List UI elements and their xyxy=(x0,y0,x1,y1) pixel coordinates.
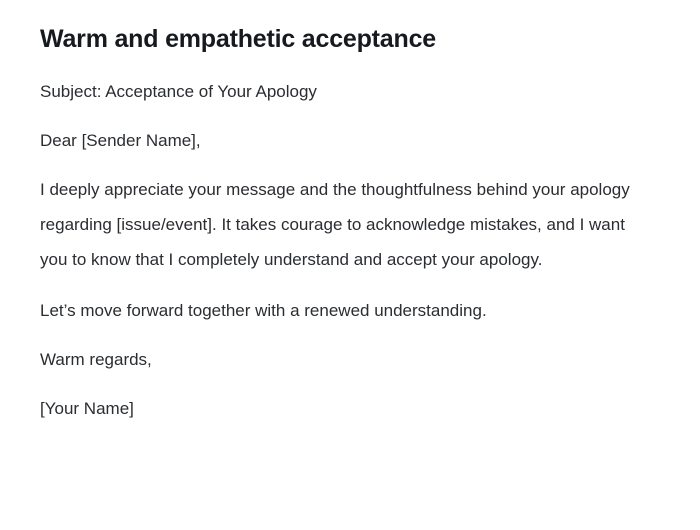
signature: [Your Name] xyxy=(40,399,134,418)
body-paragraph: I deeply appreciate your message and the thoughtfulness behind your apology regarding [issue/event]. It takes courage to acknowledge mistakes, and I want you to know that I completely understand and accept your apology. xyxy=(40,180,630,269)
salutation: Dear [Sender Name], xyxy=(40,131,201,150)
page-title: Warm and empathetic acceptance xyxy=(40,25,436,53)
subject-line: Subject: Acceptance of Your Apology xyxy=(40,82,317,101)
closing-paragraph: Let’s move forward together with a renewed understanding. xyxy=(40,301,487,320)
sign-off: Warm regards, xyxy=(40,350,152,369)
